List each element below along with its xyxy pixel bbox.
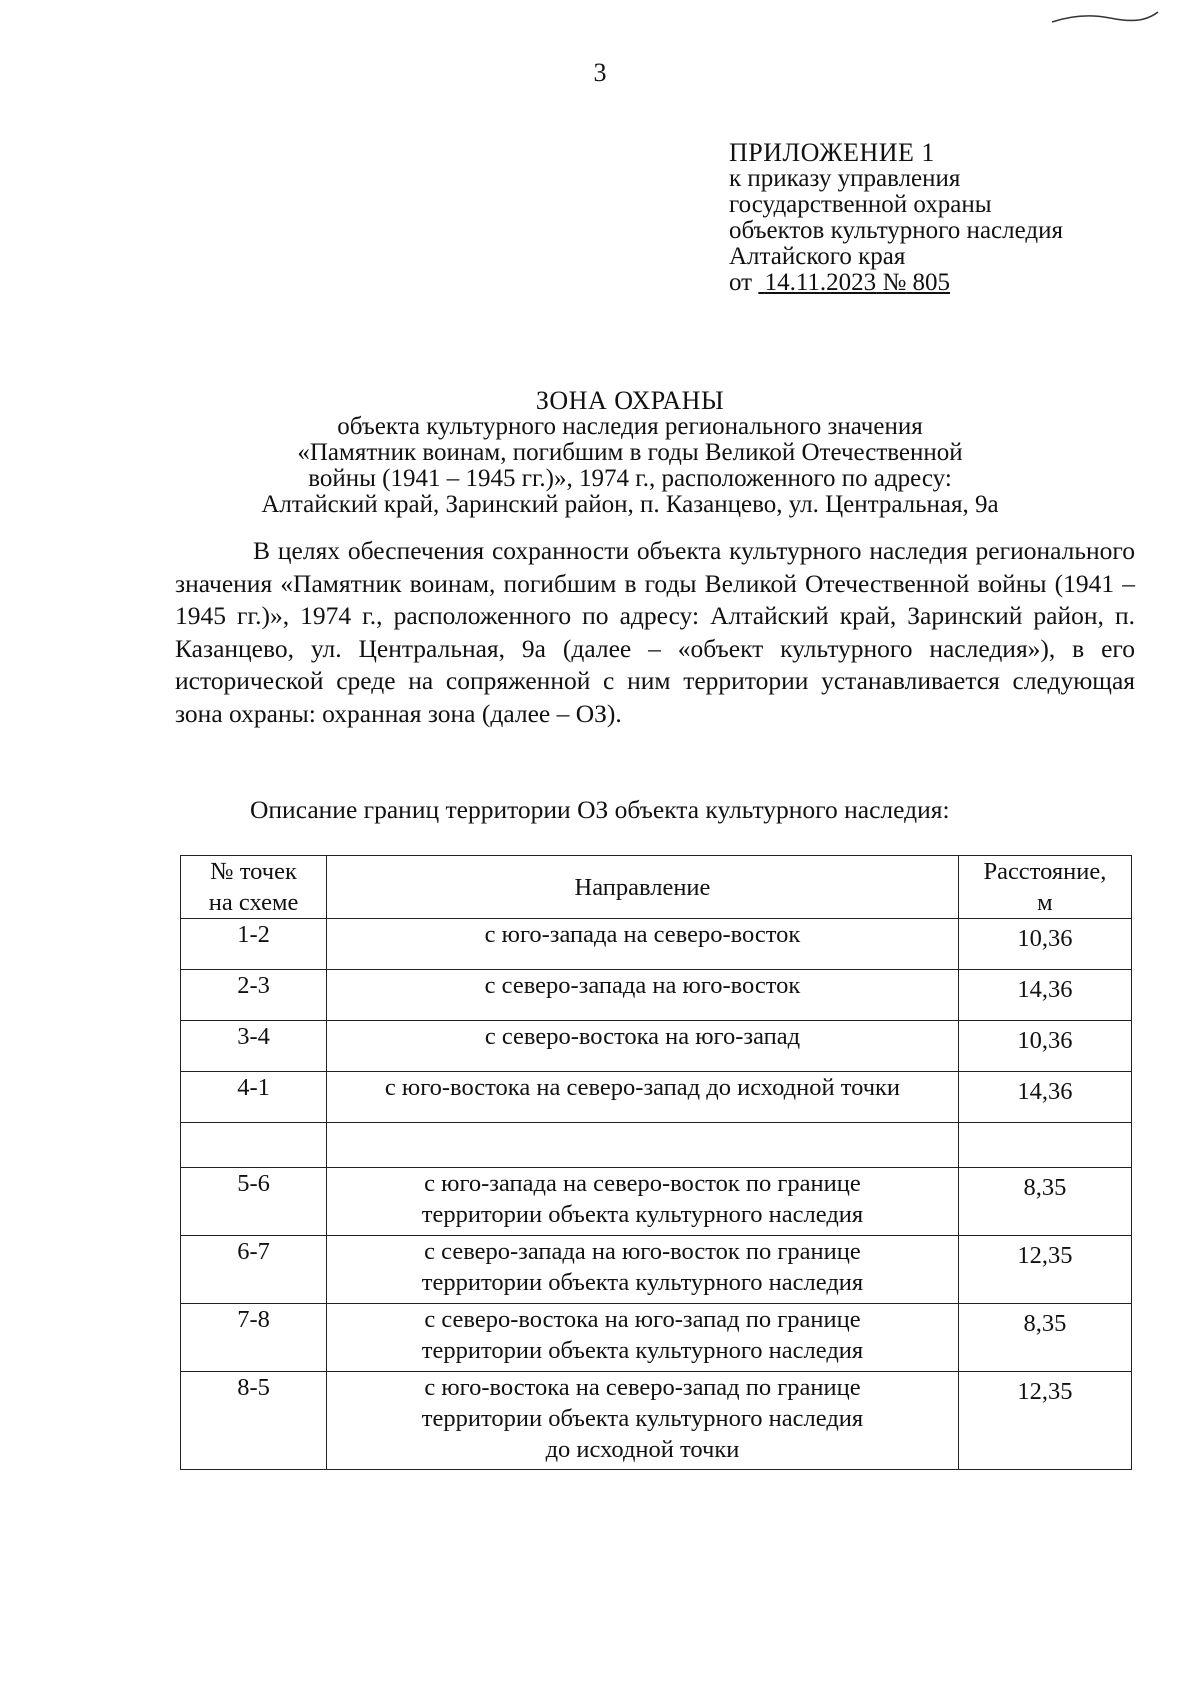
table-caption: Описание границ территории ОЗ объекта культурного наследия: xyxy=(250,795,950,824)
boundaries-table xyxy=(180,855,1132,1470)
cell-direction: с северо-запада на юго-восток по границе территории объекта культурного наследия xyxy=(327,1236,959,1304)
title-line: войны (1941 – 1945 гг.)», 1974 г., расположенного по адресу: xyxy=(308,465,952,492)
order-date: 14.11.2023 xyxy=(764,269,877,296)
cell-direction: с северо-востока на юго-запад по границе территории объекта культурного наследия xyxy=(327,1304,959,1372)
table-row xyxy=(181,1021,1132,1072)
document-title-block xyxy=(230,388,1030,518)
table-row xyxy=(181,1168,1132,1236)
cell-points: 2-3 xyxy=(181,970,327,1021)
cell-distance: 8,35 xyxy=(958,1304,1131,1372)
cell-points: 3-4 xyxy=(181,1021,327,1072)
document-title: ЗОНА ОХРАНЫ xyxy=(535,386,725,415)
cell-points: 5-6 xyxy=(181,1168,327,1236)
cell-distance: 8,35 xyxy=(958,1168,1131,1236)
cell-distance: 12,35 xyxy=(958,1372,1131,1470)
cell-distance xyxy=(958,1123,1131,1168)
cell-direction xyxy=(327,1123,959,1168)
cell-points xyxy=(181,1123,327,1168)
body-paragraph: В целях обеспечения сохранности объекта культурного наследия регионального значения «Памятник воинам, погибшим в годы Великой Отечественной войны (1941 – 1945 гг.)», 1974 г., расположенного по адресу: Алтайский край, Заринский район, п. Казанцево, ул. Центральная, 9а (далее – «объект культурного наследия»), в его исторической среде на сопряженной с ним территории устанавливается следующая зона охраны: охранная зона (далее – ОЗ). xyxy=(175,536,1135,728)
appendix-line: к приказу управления xyxy=(729,165,961,192)
header-points: № точек на схеме xyxy=(181,856,327,919)
signature-scribble xyxy=(1050,10,1160,26)
cell-points: 8-5 xyxy=(181,1372,327,1470)
header-direction: Направление xyxy=(327,856,959,919)
appendix-heading: ПРИЛОЖЕНИЕ 1 xyxy=(729,138,935,167)
table-row-empty xyxy=(181,1123,1132,1168)
title-line: Алтайский край, Заринский район, п. Казанцево, ул. Центральная, 9а xyxy=(261,491,999,518)
cell-distance: 12,35 xyxy=(958,1236,1131,1304)
cell-points: 1-2 xyxy=(181,919,327,970)
cell-direction: с юго-запада на северо-восток xyxy=(327,919,959,970)
appendix-line: государственной охраны xyxy=(729,191,992,218)
header-distance: Расстояние, м xyxy=(958,856,1131,919)
date-prefix: от xyxy=(729,269,753,296)
cell-distance: 14,36 xyxy=(958,970,1131,1021)
appendix-line: объектов культурного наследия xyxy=(729,217,1063,244)
appendix-line: Алтайского края xyxy=(729,243,906,270)
cell-distance: 10,36 xyxy=(958,1021,1131,1072)
table-row xyxy=(181,970,1132,1021)
cell-points: 7-8 xyxy=(181,1304,327,1372)
cell-direction: с северо-запада на юго-восток xyxy=(327,970,959,1021)
cell-direction: с юго-востока на северо-запад по границе территории объекта культурного наследия до исходной точки xyxy=(327,1372,959,1470)
appendix-block xyxy=(729,140,1063,296)
title-line: объекта культурного наследия регионального значения xyxy=(337,413,923,440)
table-row xyxy=(181,1372,1132,1470)
table-header-row xyxy=(181,856,1132,919)
table-row xyxy=(181,1236,1132,1304)
cell-points: 6-7 xyxy=(181,1236,327,1304)
table-row xyxy=(181,1304,1132,1372)
title-line: «Памятник воинам, погибшим в годы Великой Отечественной xyxy=(297,439,963,466)
cell-direction: с юго-запада на северо-восток по границе территории объекта культурного наследия xyxy=(327,1168,959,1236)
page-number: 3 xyxy=(593,58,607,87)
appendix-date-line xyxy=(729,270,1063,296)
cell-points: 4-1 xyxy=(181,1072,327,1123)
order-number: № 805 xyxy=(882,269,951,296)
cell-direction: с северо-востока на юго-запад xyxy=(327,1021,959,1072)
table-row xyxy=(181,919,1132,970)
table-row xyxy=(181,1072,1132,1123)
cell-distance: 10,36 xyxy=(958,919,1131,970)
cell-distance: 14,36 xyxy=(958,1072,1131,1123)
cell-direction: с юго-востока на северо-запад до исходной точки xyxy=(327,1072,959,1123)
